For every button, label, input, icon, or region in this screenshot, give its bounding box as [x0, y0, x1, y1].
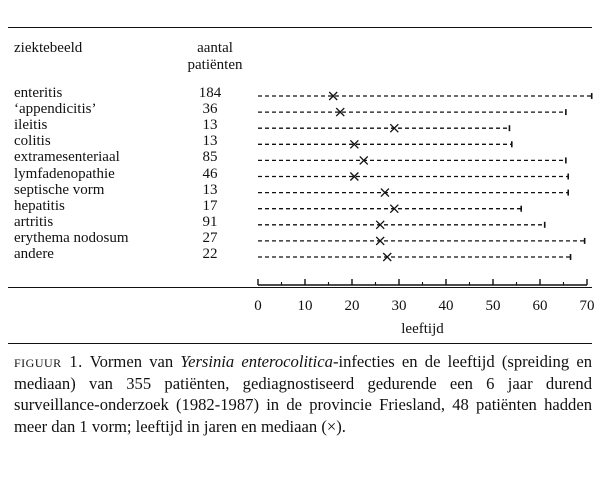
row-label: artritis [14, 213, 54, 230]
row-count: 46 [202, 165, 218, 182]
header-count-line2: patiënten [187, 57, 243, 73]
x-tick-label: 50 [485, 298, 501, 314]
x-tick-label: 10 [297, 298, 313, 314]
row-count: 13 [202, 181, 218, 198]
row-label: extramesenteriaal [14, 149, 120, 166]
caption-text-after: -infecties en de leeftijd (spreiding en mediaan) van 355 patiënten, gediagnostiseerd gedurende een 6 jaar durend surveillance-onderzoek (1982-1987) in de provincie Friesland, 48 patiënten hadden meer dan 1 vorm; leeftijd in jaren en mediaan (×). [14, 352, 593, 436]
caption-fig-label: figuur 1. [14, 352, 83, 371]
x-tick-label: 0 [254, 298, 262, 314]
x-tick-label: 60 [532, 298, 548, 314]
row-count: 22 [202, 246, 218, 262]
x-tick-label: 30 [391, 298, 407, 314]
row-label: colitis [14, 133, 51, 150]
header-count-line1: aantal [197, 40, 233, 56]
x-axis-label: leeftijd [401, 321, 444, 337]
row-count: 36 [202, 101, 218, 118]
row-label: ‘appendicitis’ [14, 101, 97, 118]
caption-italic: Yersinia enterocolitica [180, 352, 333, 371]
row-label: ileitis [14, 117, 48, 134]
row-label: erythema nodosum [14, 229, 129, 246]
row-count: 27 [202, 229, 218, 246]
row-count: 17 [202, 197, 218, 214]
row-count: 13 [202, 117, 218, 134]
caption-text-before: Vormen van [82, 352, 181, 371]
middle-rule [8, 287, 592, 288]
row-label: andere [14, 246, 54, 262]
header-disease: ziektebeeld [14, 40, 83, 56]
row-label: enteritis [14, 85, 63, 101]
figure-caption [14, 351, 592, 437]
row-count: 91 [202, 213, 218, 230]
row-count: 13 [202, 133, 218, 150]
row-label: hepatitis [14, 197, 65, 214]
row-label: lymfadenopathie [14, 165, 115, 182]
x-tick-label: 40 [438, 298, 454, 314]
x-tick-label: 70 [579, 298, 595, 314]
row-label: septische vorm [14, 181, 105, 198]
row-count: 85 [202, 149, 218, 166]
row-count: 184 [198, 85, 222, 101]
x-tick-label: 20 [344, 298, 360, 314]
bottom-rule [8, 343, 592, 344]
